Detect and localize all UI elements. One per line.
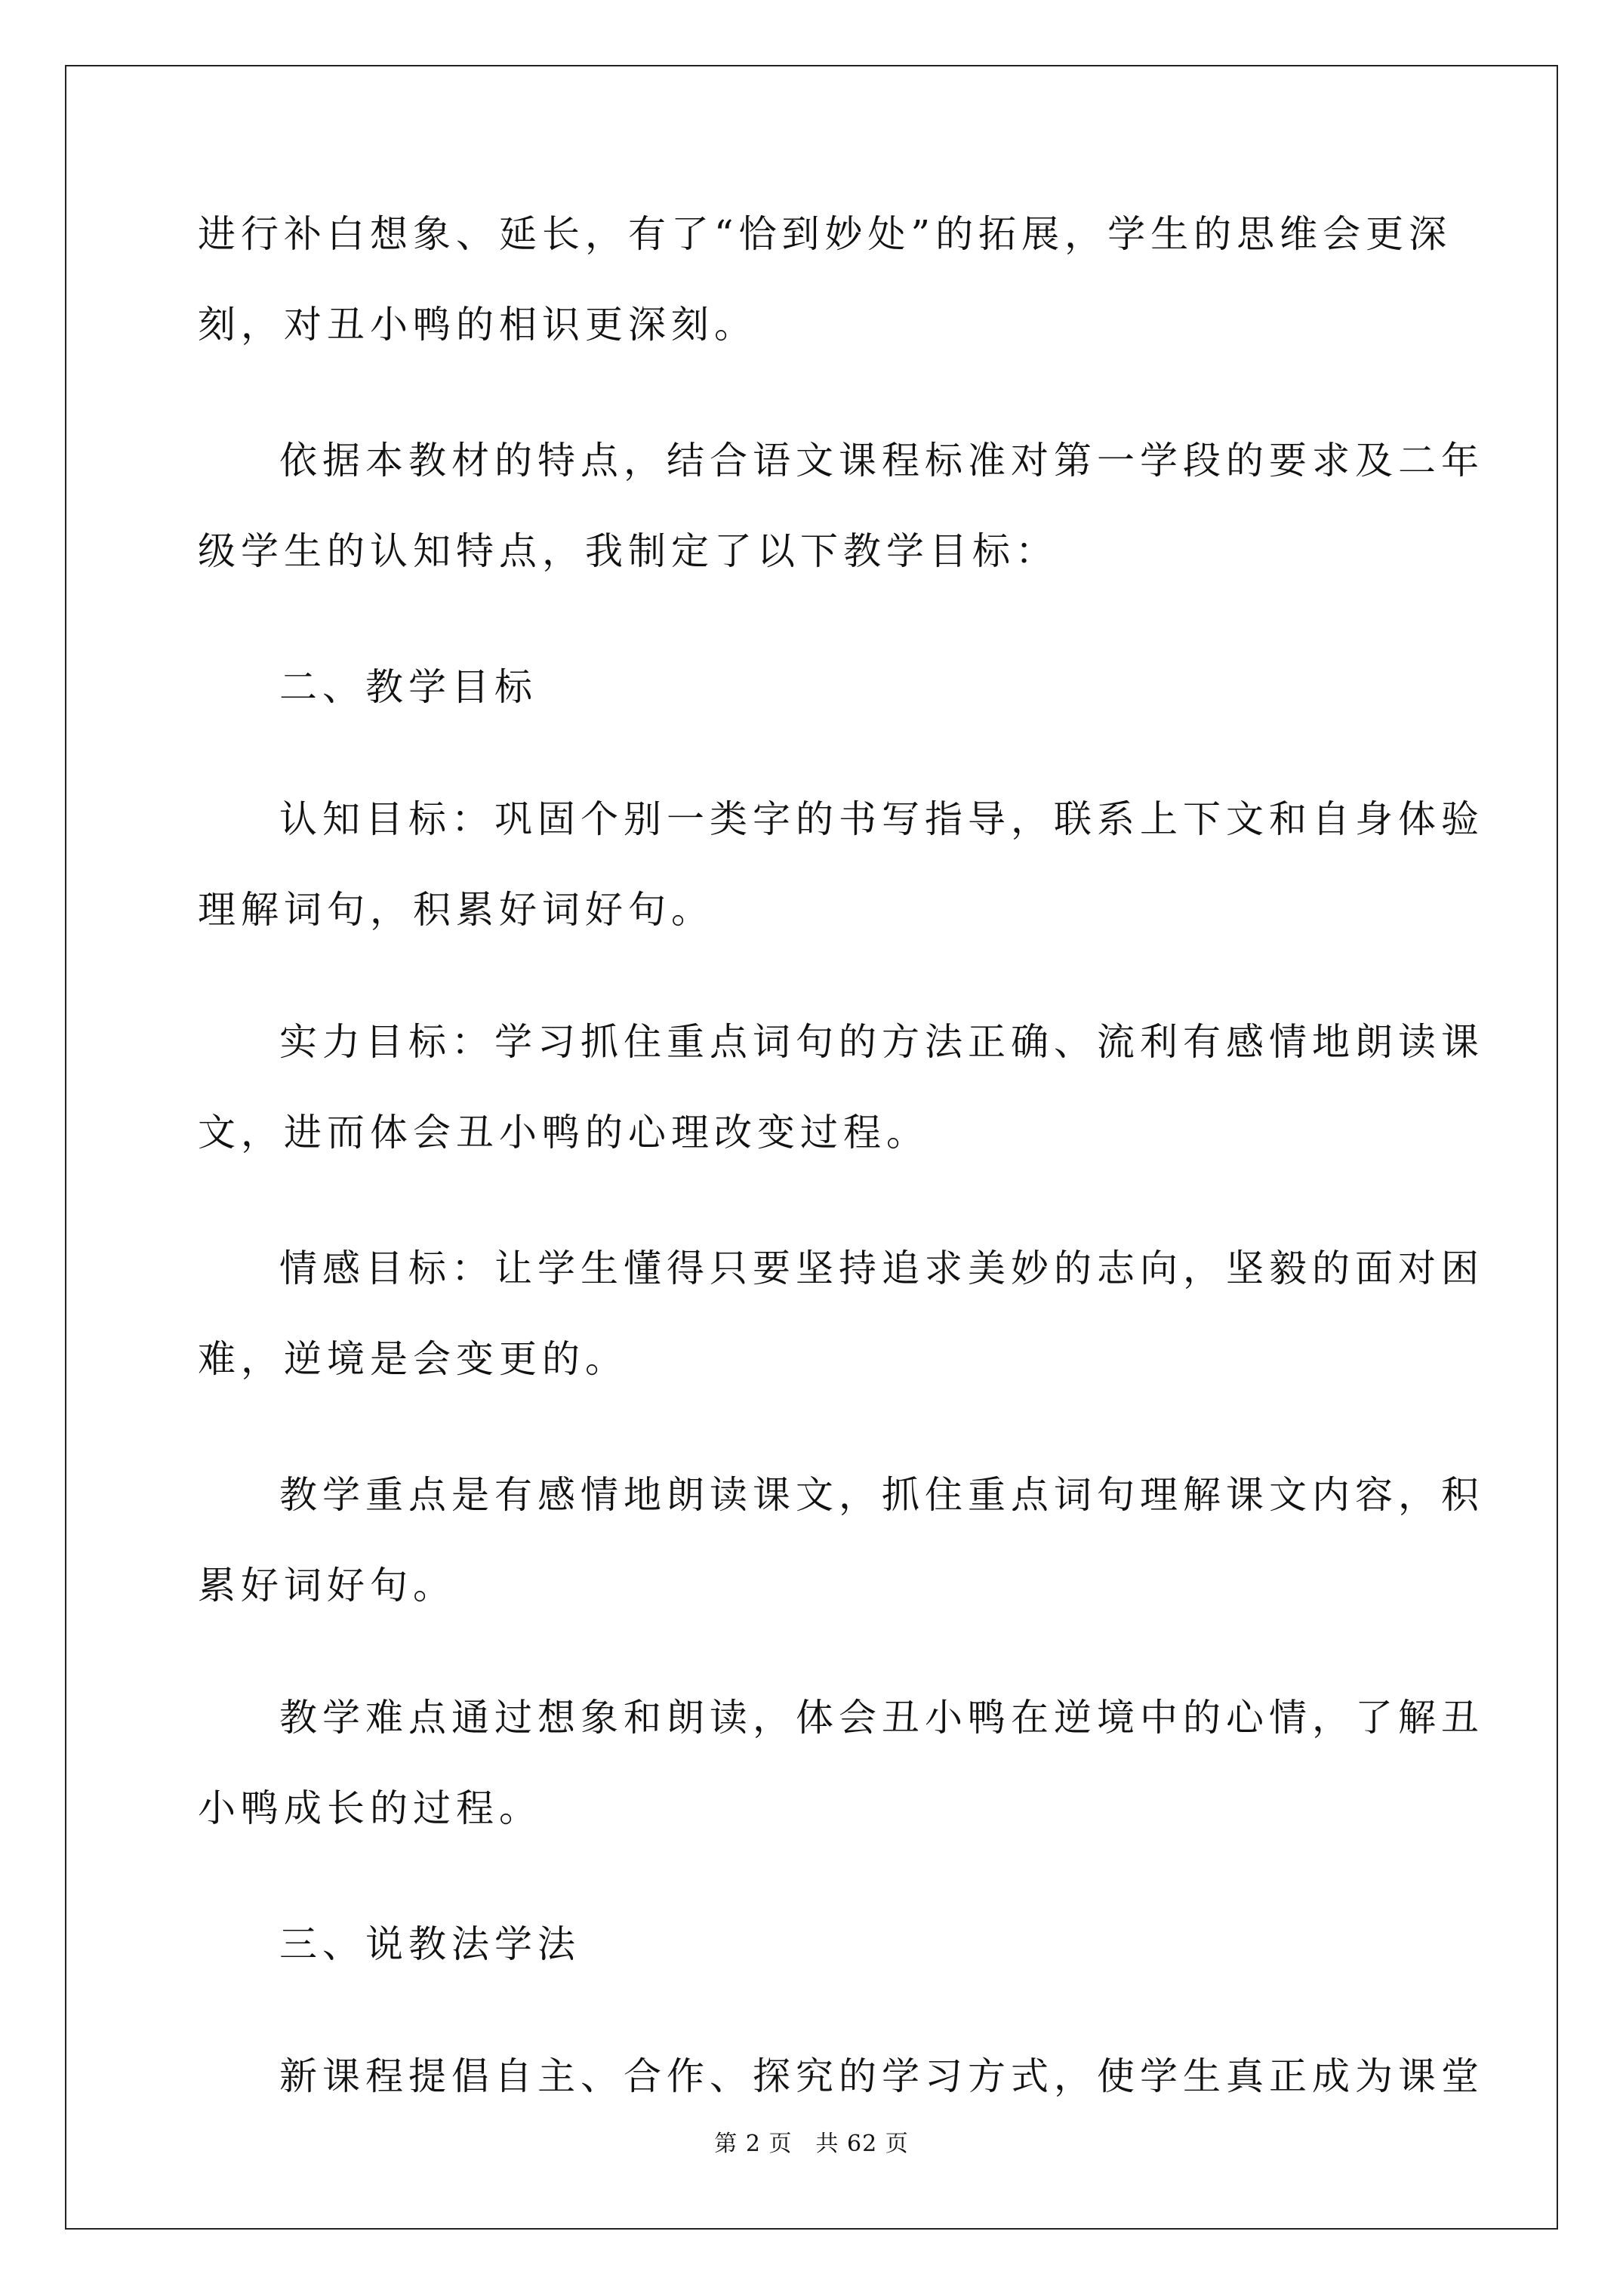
text-line: 级学生的认知特点，我制定了以下教学目标： — [198, 529, 1058, 573]
section-heading: 三、说教法学法 — [279, 1922, 581, 1966]
page-number-footer: 第 2 页 共 62 页 — [714, 2131, 909, 2157]
text-line: 新课程提倡自主、合作、探究的学习方式，使学生真正成为课堂 — [279, 2054, 1484, 2098]
text-line: 情感目标：让学生懂得只要坚持追求美妙的志向，坚毅的面对困 — [279, 1247, 1484, 1290]
text-line: 教学重点是有感情地朗读课文，抓住重点词句理解课文内容，积 — [279, 1473, 1484, 1517]
text-line: 认知目标：巩固个别一类字的书写指导，联系上下文和自身体验 — [279, 797, 1484, 841]
text-line: 依据本教材的特点，结合语文课程标准对第一学段的要求及二年 — [279, 439, 1484, 482]
text-line: 进行补白想象、延长，有了“恰到妙处”的拓展，学生的思维会更深 — [198, 212, 1452, 256]
text-line: 实力目标：学习抓住重点词句的方法正确、流利有感情地朗读课 — [279, 1020, 1484, 1064]
text-line: 理解词句，积累好词好句。 — [198, 888, 714, 932]
section-heading: 二、教学目标 — [279, 665, 537, 709]
text-line: 刻，对丑小鸭的相识更深刻。 — [198, 303, 757, 347]
text-line: 教学难点通过想象和朗读，体会丑小鸭在逆境中的心情，了解丑 — [279, 1696, 1484, 1740]
text-line: 难，逆境是会变更的。 — [198, 1337, 628, 1381]
text-line: 文，进而体会丑小鸭的心理改变过程。 — [198, 1111, 929, 1154]
text-line: 小鸭成长的过程。 — [198, 1786, 542, 1830]
text-line: 累好词好句。 — [198, 1564, 456, 1607]
